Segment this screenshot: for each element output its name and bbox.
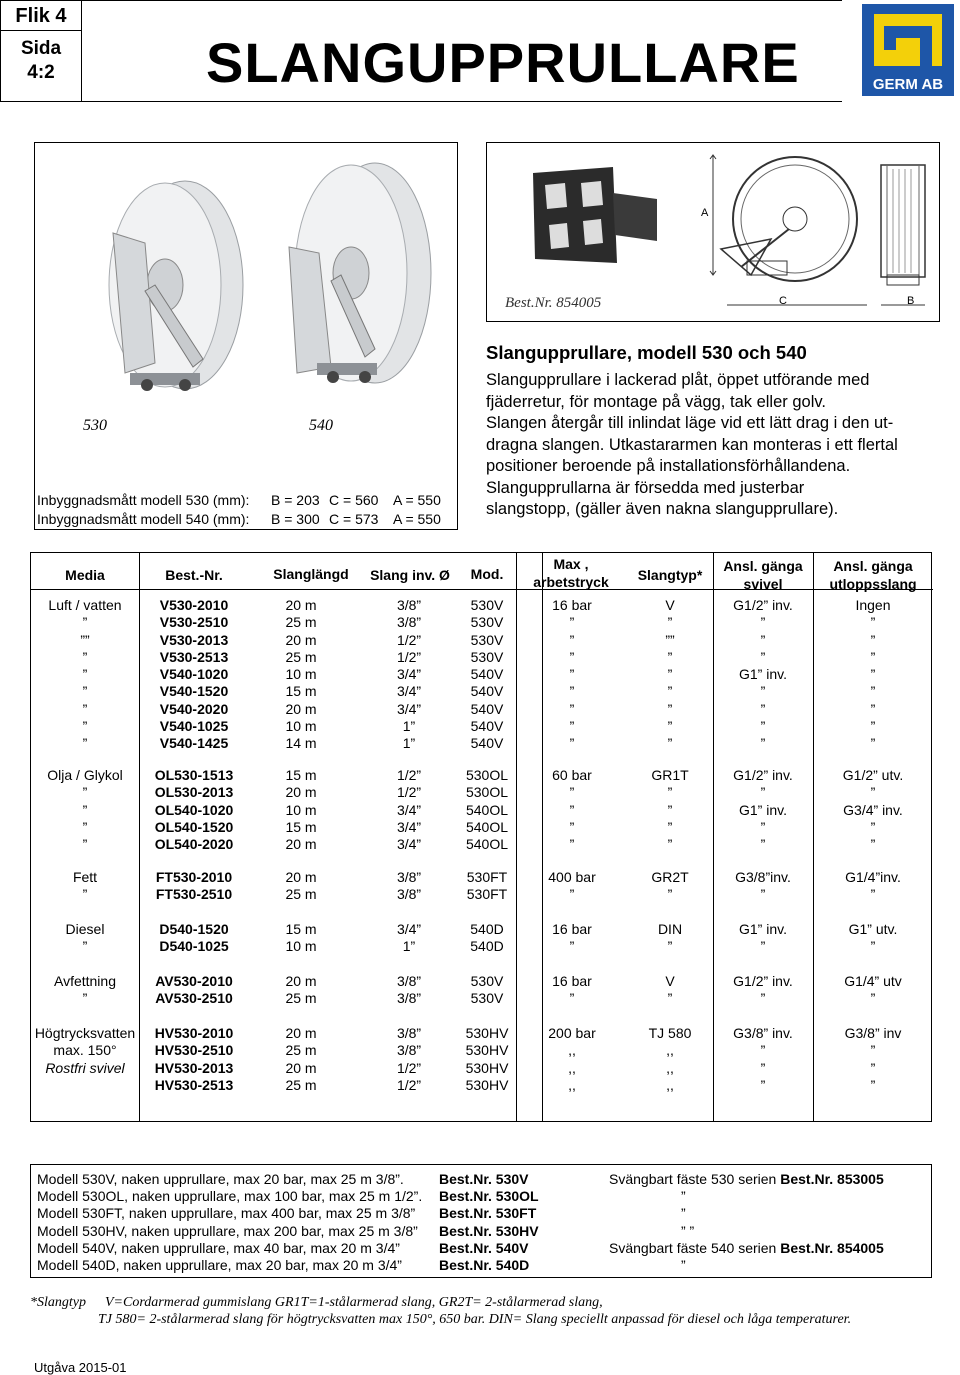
model-cell: 530HV 530HV 530HV 530HV xyxy=(465,1025,509,1093)
description-line: fjäderretur, för montage på vägg, tak eller golv. xyxy=(486,392,826,411)
dim-540-label: Inbyggnadsmått modell 540 (mm): xyxy=(37,511,250,527)
header-max-line1: Max , xyxy=(553,556,589,572)
dim-label-a: A xyxy=(701,207,709,219)
model-bestnr: Best.Nr. 530V xyxy=(439,1171,529,1187)
model-description: Modell 530OL, naken upprullare, max 100 bar, max 25 m 1/2”. xyxy=(37,1188,423,1205)
description-line: Slangupprullarna är försedda med justerbar xyxy=(486,478,805,497)
outlet-thread-cell: G1/4” utv ” xyxy=(844,973,902,1007)
bracket-text: Svängbart fäste 530 serien xyxy=(609,1171,781,1187)
header-utlopp-line1: Ansl. gänga xyxy=(833,558,913,574)
swivel-thread-cell: G1” inv. ” xyxy=(739,921,787,955)
page-title: SLANGUPPRULLARE xyxy=(206,31,800,94)
swivel-thread-cell: G1/2” inv. ” xyxy=(733,973,793,1007)
reel-530-photo xyxy=(85,173,255,403)
model-cell: 530FT 530FT xyxy=(466,869,508,903)
outlet-thread-cell: G1” utv. ” xyxy=(848,921,898,955)
dim-540-a: A = 550 xyxy=(393,511,441,527)
dim-540-c: C = 573 xyxy=(329,511,379,527)
germ-logo xyxy=(862,4,954,96)
page-number xyxy=(1,37,81,85)
bracket-text: Svängbart fäste 540 serien xyxy=(609,1239,781,1256)
media-cell: Diesel ” xyxy=(65,921,105,955)
description-line: positioner beroende på installationsförhållandena. xyxy=(486,457,851,475)
pressure-cell: 200 bar ,, ,, ,, xyxy=(548,1025,596,1093)
description-line: slangstopp, (gäller även nakna slangupprullare). xyxy=(486,500,839,518)
logo-text: GERM AB xyxy=(862,74,954,96)
length-cell: 15 m 20 m 10 m 15 m 20 m xyxy=(285,767,317,853)
outlet-thread-cell: Ingen ” ” ” ” ” ” ” ” xyxy=(855,597,891,752)
pressure-cell: 400 bar ” xyxy=(548,869,596,903)
model-cell: 540D 540D xyxy=(470,921,504,955)
label-540: 540 xyxy=(309,417,333,434)
hose-type-cell: DIN ” xyxy=(657,921,683,955)
header-max-line2: arbetstryck xyxy=(533,574,609,590)
model-cell: 530V 530V xyxy=(470,973,504,1007)
diameter-cell: 3/8” 3/8” xyxy=(396,869,422,903)
pressure-cell: 16 bar ” xyxy=(552,921,592,955)
pressure-cell: 16 bar ” ” ” ” ” ” ” ” xyxy=(552,597,592,752)
footnote-label: *Slangtyp xyxy=(30,1295,86,1310)
outlet-thread-cell: G1/2” utv. ” G3/4” inv. ” ” xyxy=(842,767,904,853)
media-cell: Olja / Glykol ” ” ” ” xyxy=(47,767,123,853)
bestnr-cell: FT530-2010 FT530-2510 xyxy=(155,869,233,903)
pressure-cell: 60 bar ” ” ” ” xyxy=(552,767,592,853)
edition-label: Utgåva 2015-01 xyxy=(34,1360,127,1375)
bracket-description: ” ” xyxy=(681,1222,695,1239)
header-svivel-line1: Ansl. gänga xyxy=(723,558,803,574)
footnote-line2: TJ 580= 2-stålarmerad slang för högtrycksvatten max 150°, 650 bar. DIN= Slang speciellt anpassad för diesel och låga temperaturer. xyxy=(98,1312,852,1327)
dim-label-b: B xyxy=(907,295,915,307)
dim-530-b: B = 203 xyxy=(271,492,320,508)
bracket-description xyxy=(609,1171,884,1188)
product-photos xyxy=(34,142,458,530)
label-530: 530 xyxy=(83,417,107,434)
header-utlopp-line2: utloppsslang xyxy=(829,576,917,592)
model-cell: 530V 530V 530V 530V 540V 540V 540V 540V 540V xyxy=(470,597,504,752)
column-divider xyxy=(139,553,140,1121)
dim-530-c: C = 560 xyxy=(329,492,379,508)
bracket-description: ” xyxy=(681,1188,686,1205)
bracket-bestnr: Best.Nr. 853005 xyxy=(780,1171,884,1187)
media-cell: Avfettning ” xyxy=(53,973,116,1007)
swivel-thread-cell: G3/8” inv. ” ” ” xyxy=(733,1025,793,1093)
bestnr-cell: D540-1520 D540-1025 xyxy=(159,921,229,955)
dim-530-label: Inbyggnadsmått modell 530 (mm): xyxy=(37,492,250,508)
media-cell: Luft / vatten ” ”” ” ” ” ” ” ” xyxy=(48,597,122,752)
description-line: dragna slangen. Utkastararmen kan monteras i ett flertal xyxy=(486,435,898,454)
hose-type-cell: GR2T ” xyxy=(651,869,689,903)
outlet-thread-cell: G1/4”inv. ” xyxy=(845,869,901,903)
length-cell: 20 m 25 m 20 m 25 m 10 m 15 m 20 m 10 m 14 m xyxy=(285,597,317,752)
swivel-bracket-photo xyxy=(521,163,661,273)
model-description: Modell 530V, naken upprullare, max 20 bar, max 25 m 3/8”. xyxy=(37,1171,404,1187)
page-label: Sida xyxy=(20,38,62,59)
bracket-description xyxy=(609,1240,884,1257)
diameter-cell: 3/8” 3/8” 1/2” 1/2” xyxy=(396,1025,422,1093)
tab-box xyxy=(0,0,82,102)
header-media: Media xyxy=(65,567,105,583)
bestnr-cell: HV530-2010 HV530-2510 HV530-2013 HV530-2513 xyxy=(154,1025,234,1093)
header-svivel xyxy=(713,557,813,593)
product-table xyxy=(30,552,932,1122)
model-description: Modell 540V, naken upprullare, max 40 bar, max 20 m 3/4” xyxy=(37,1239,400,1256)
bestnr-cell: V530-2010 V530-2510 V530-2013 V530-2513 V540-1020 V540-1520 V540-2020 V540-1025 V540-1425 xyxy=(159,597,229,752)
header-bestnr: Best.-Nr. xyxy=(165,567,223,583)
media-cell: Högtrycksvatten max. 150° xyxy=(34,1025,136,1059)
hose-type-cell: TJ 580 ,, ,, ,, xyxy=(648,1025,692,1093)
title-box xyxy=(82,0,842,102)
description-text xyxy=(486,370,938,521)
bracket-and-drawing xyxy=(486,142,940,322)
length-cell: 20 m 25 m 20 m 25 m xyxy=(285,1025,317,1093)
model-bestnr: Best.Nr. 540V xyxy=(439,1239,529,1256)
header-utlopp xyxy=(813,557,933,593)
model-list xyxy=(30,1164,932,1278)
header-mod: Mod. xyxy=(470,566,504,582)
reel-dimension-drawing xyxy=(691,149,937,321)
hose-type-cell: V ” xyxy=(665,973,675,1007)
bracket-description: ” xyxy=(681,1257,686,1273)
bestnr-cell: OL530-1513 OL530-2013 OL540-1020 OL540-1520 OL540-2020 xyxy=(154,767,234,853)
footnote-line1: V=Cordarmerad gummislang GR1T=1-stålarmerad slang, GR2T= 2-stålarmerad slang, xyxy=(105,1295,603,1310)
hose-type-cell: GR1T ” ” ” ” xyxy=(651,767,689,853)
header-max xyxy=(516,555,626,591)
dim-label-c: C xyxy=(779,295,787,307)
header-slang-inv: Slang inv. Ø xyxy=(370,567,450,583)
diameter-cell: 3/8” 3/8” 1/2” 1/2” 3/4” 3/4” 3/4” 1” 1” xyxy=(396,597,422,752)
diameter-cell: 3/8” 3/8” xyxy=(396,973,422,1007)
hose-type-cell: V ” ”” ” ” ” ” ” ” xyxy=(665,597,675,752)
germ-logo-mark xyxy=(862,4,954,74)
description-line: Slangupprullare i lackerad plåt, öppet utförande med xyxy=(486,371,870,389)
description-line: Slangen återgår till inlindat läge vid ett lätt drag i den ut- xyxy=(486,414,894,432)
media-note: Rostfri svivel xyxy=(45,1059,125,1076)
header-slangtyp: Slangtyp* xyxy=(637,567,703,583)
description-title: Slangupprullare, modell 530 och 540 xyxy=(486,342,807,363)
media-cell: Fett ” xyxy=(72,869,98,903)
diameter-cell: 3/4” 1” xyxy=(396,921,422,955)
length-cell: 20 m 25 m xyxy=(285,973,317,1007)
column-divider xyxy=(516,553,517,1121)
built-in-dimensions xyxy=(35,491,459,531)
dim-530-a: A = 550 xyxy=(393,492,441,508)
length-cell: 15 m 10 m xyxy=(285,921,317,955)
model-bestnr: Best.Nr. 530OL xyxy=(439,1188,539,1205)
footnote xyxy=(30,1294,603,1311)
model-bestnr: Best.Nr. 540D xyxy=(439,1257,530,1273)
model-cell: 530OL 530OL 540OL 540OL 540OL xyxy=(465,767,509,853)
bracket-bestnr: Best.Nr. 854005 xyxy=(505,295,602,311)
model-description: Modell 540D, naken upprullare, max 20 bar, max 20 m 3/4” xyxy=(37,1257,402,1273)
diameter-cell: 1/2” 1/2” 3/4” 3/4” 3/4” xyxy=(396,767,422,853)
dim-540-b: B = 300 xyxy=(271,511,320,527)
swivel-thread-cell: G1/2” inv. ” G1” inv. ” ” xyxy=(733,767,793,853)
outlet-thread-cell: G3/8” inv ” ” ” xyxy=(844,1025,902,1093)
pressure-cell: 16 bar ” xyxy=(552,973,592,1007)
swivel-thread-cell: G1/2” inv. ” ” ” G1” inv. ” ” ” ” xyxy=(733,597,793,752)
model-bestnr: Best.Nr. 530FT xyxy=(439,1205,537,1222)
bracket-bestnr: Best.Nr. 854005 xyxy=(780,1239,884,1256)
reel-540-photo xyxy=(267,153,437,393)
header-svivel-line2: svivel xyxy=(743,576,783,592)
swivel-thread-cell: G3/8”inv. ” xyxy=(735,869,791,903)
header-slanglangd: Slanglängd xyxy=(273,566,349,582)
page-value: 4:2 xyxy=(27,62,55,83)
tab-label: Flik 4 xyxy=(1,1,81,31)
length-cell: 20 m 25 m xyxy=(285,869,317,903)
model-description: Modell 530HV, naken upprullare, max 200 bar, max 25 m 3/8” xyxy=(37,1222,418,1239)
model-bestnr: Best.Nr. 530HV xyxy=(439,1222,539,1239)
bestnr-cell: AV530-2010 AV530-2510 xyxy=(155,973,233,1007)
bracket-description: ” xyxy=(681,1205,686,1222)
model-description: Modell 530FT, naken upprullare, max 400 bar, max 25 m 3/8” xyxy=(37,1205,416,1222)
